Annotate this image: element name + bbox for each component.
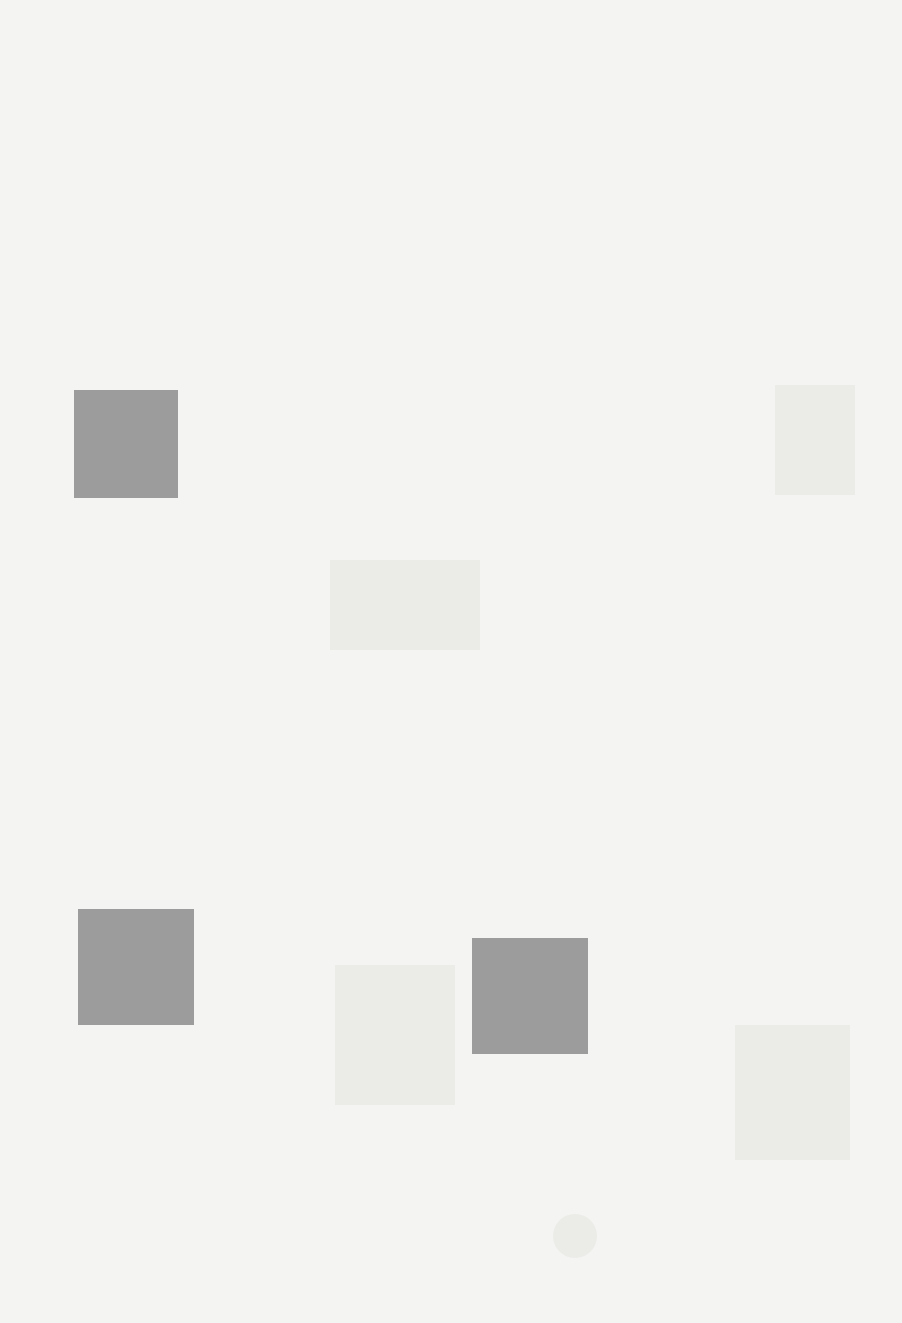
chapter-20-header-box [472,938,588,1054]
chapter-19-header-box [78,909,194,1025]
show-through-block [330,560,480,650]
show-through-block [735,1025,850,1160]
show-through-block [775,385,855,495]
show-through-block [335,965,455,1105]
chapter-18-header-box [74,390,178,498]
show-through-circle [553,1214,597,1258]
